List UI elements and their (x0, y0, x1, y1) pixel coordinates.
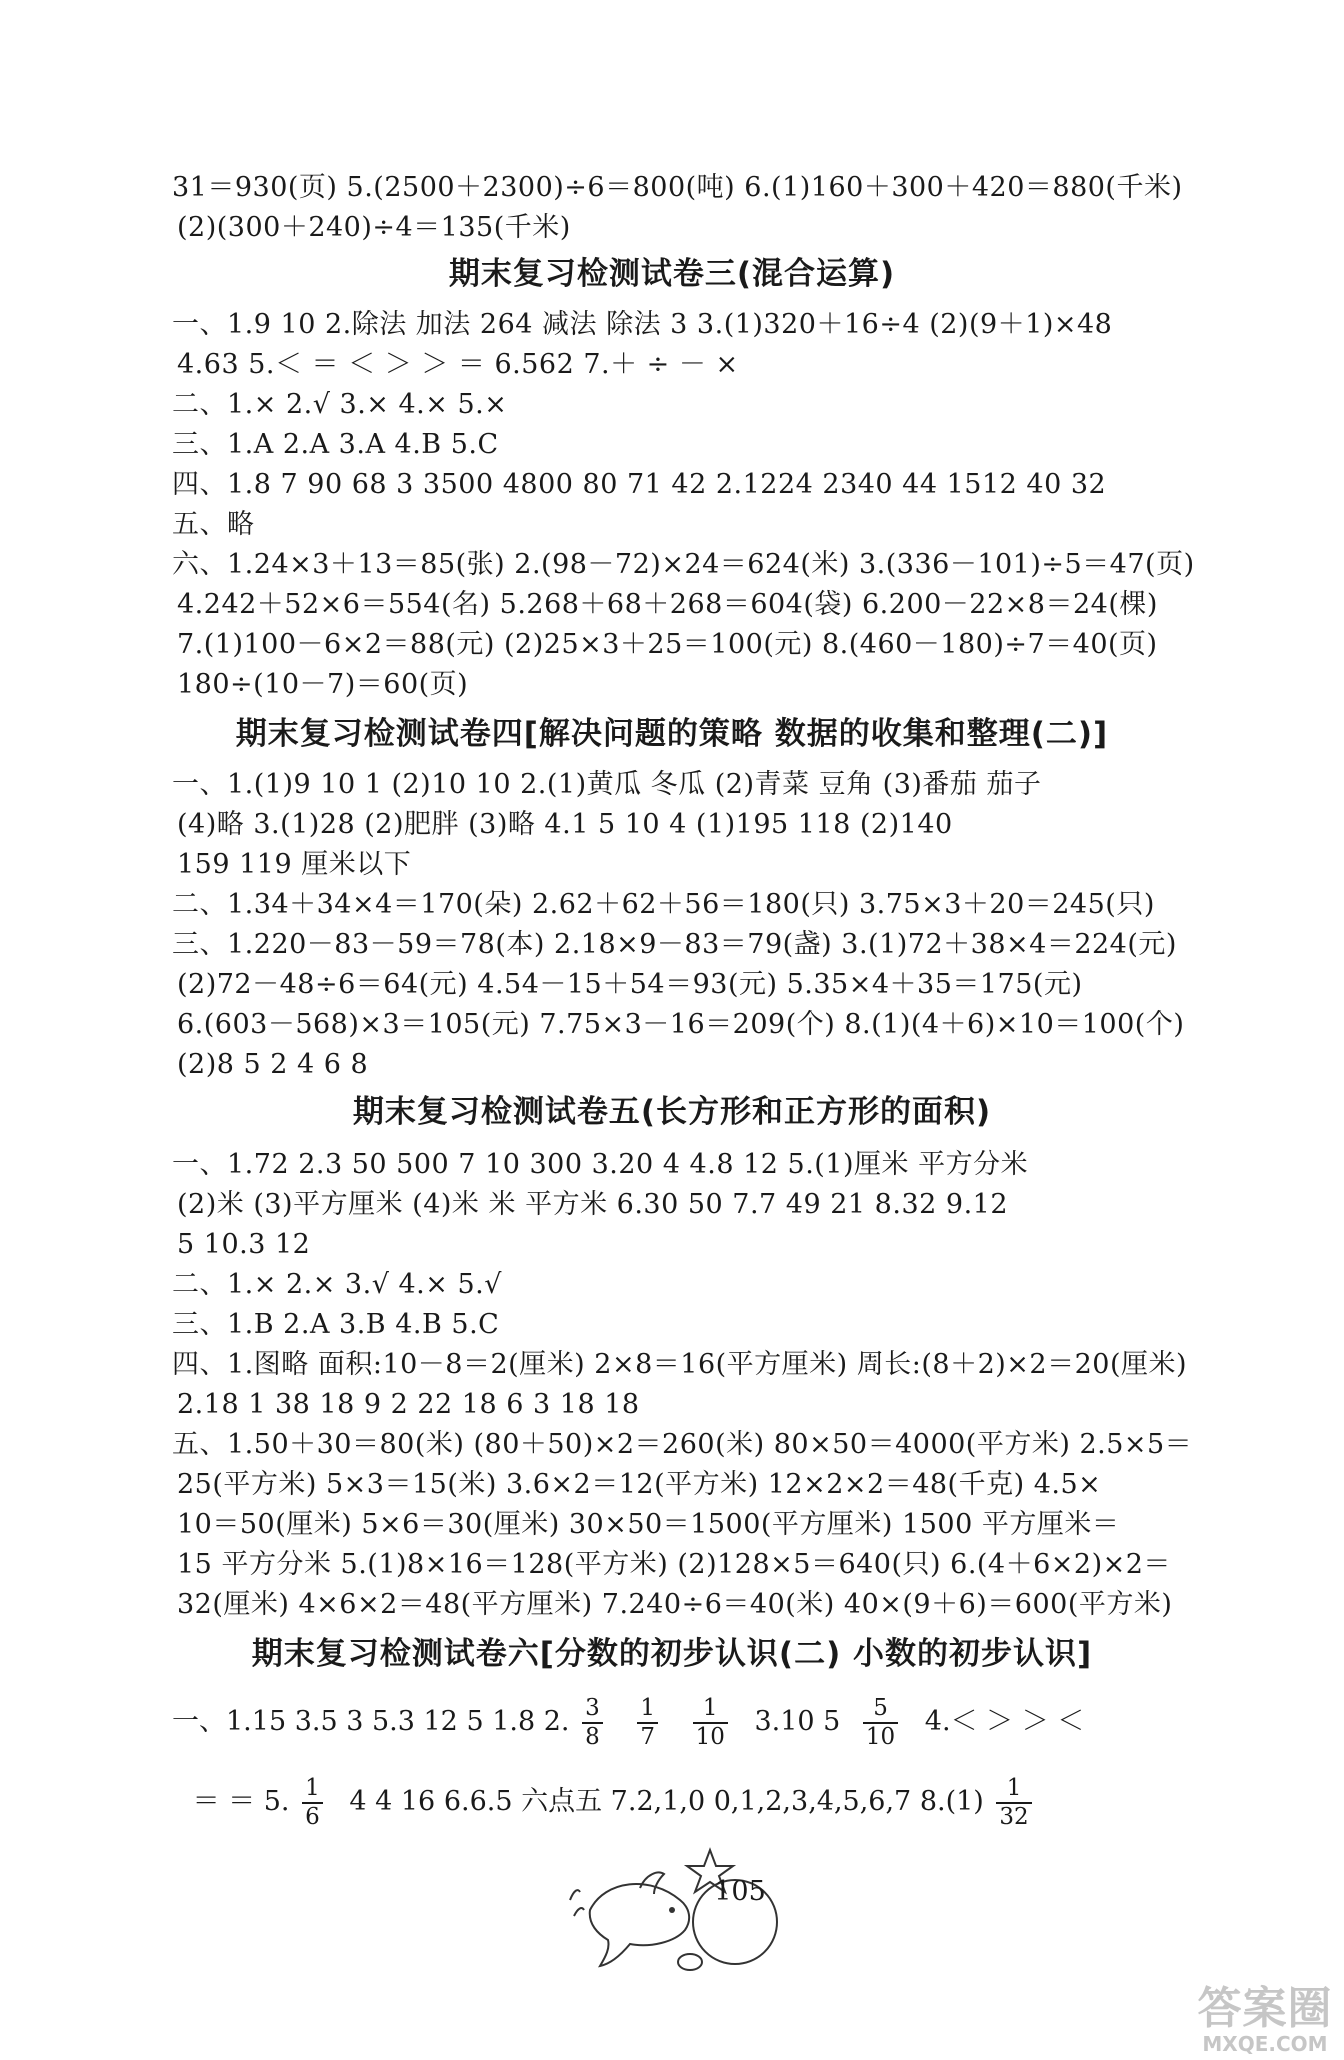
watermark-text: 答案圈 (1197, 1983, 1333, 2034)
answer-line: 三、1.B 2.A 3.B 4.B 5.C (172, 1309, 500, 1340)
answer-line: 六、1.24×3＋13＝85(张) 2.(98－72)×24＝624(米) 3.(336－101)÷5＝47(页) (172, 549, 1195, 580)
answer-line: 一、1.72 2.3 50 500 7 10 300 3.20 4 4.8 12 5.(1)厘米 平方分米 (172, 1149, 1029, 1180)
fraction-numerator: 1 (693, 1695, 728, 1724)
answer-line: 15 平方分米 5.(1)8×16＝128(平方米) (2)128×5＝640(只) 6.(4＋6×2)×2＝ (177, 1549, 1171, 1580)
fraction (863, 1695, 898, 1751)
answer-line: 二、1.× 2.√ 3.× 4.× 5.× (172, 389, 508, 420)
answer-line: 三、1.A 2.A 3.A 4.B 5.C (172, 429, 499, 460)
answer-line: 180÷(10－7)＝60(页) (177, 669, 469, 700)
answer-line: 10＝50(厘米) 5×6＝30(厘米) 30×50＝1500(平方厘米) 1500 平方厘米＝ (177, 1509, 1120, 1540)
answer-line: 32(厘米) 4×6×2＝48(平方厘米) 7.240÷6＝40(米) 40×(9＋6)＝600(平方米) (177, 1589, 1173, 1620)
answer-line: 2.18 1 38 18 9 2 22 18 6 3 18 18 (177, 1389, 640, 1420)
answer-text: 3.10 5 (754, 1706, 841, 1737)
answer-line: 25(平方米) 5×3＝15(米) 3.6×2＝12(平方米) 12×2×2＝48(千克) 4.5× (177, 1469, 1102, 1500)
answer-line: 一、1.(1)9 10 1 (2)10 10 2.(1)黄瓜 冬瓜 (2)青菜 豆角 (3)番茄 茄子 (172, 769, 1042, 800)
section-title: 期末复习检测试卷三(混合运算) (448, 256, 896, 292)
answer-line: 31＝930(页) 5.(2500＋2300)÷6＝800(吨) 6.(1)160＋300＋420＝880(千米) (172, 172, 1183, 203)
fraction-denominator: 8 (585, 1723, 600, 1750)
answer-line: (2)8 5 2 4 6 8 (177, 1049, 369, 1080)
answer-line: (2)米 (3)平方厘米 (4)米 米 平方米 6.30 50 7.7 49 21 8.32 9.12 (177, 1189, 1009, 1220)
fraction (996, 1775, 1031, 1831)
fraction-denominator: 10 (695, 1723, 725, 1750)
fraction (582, 1695, 603, 1751)
watermark-url: MXQE.COM (1202, 2032, 1328, 2056)
answer-line: 三、1.220－83－59＝78(本) 2.18×9－83＝79(盏) 3.(1)72＋38×4＝224(元) (172, 929, 1177, 960)
page-number: 105 (714, 1876, 766, 1907)
fraction (637, 1695, 658, 1751)
fraction (302, 1775, 323, 1831)
answer-text: 一、1.15 3.5 3 5.3 12 5 1.8 2. (172, 1706, 570, 1737)
fraction-numerator: 3 (582, 1695, 603, 1724)
answer-line: 6.(603－568)×3＝105(元) 7.75×3－16＝209(个) 8.(1)(4＋6)×10＝100(个) (177, 1009, 1185, 1040)
answer-line: 4.63 5.＜ ＝ ＜ ＞ ＞ ＝ 6.562 7.＋ ÷ － × (177, 349, 739, 380)
fraction (693, 1695, 728, 1751)
answer-line: 7.(1)100－6×2＝88(元) (2)25×3＋25＝100(元) 8.(460－180)÷7＝40(页) (177, 629, 1158, 660)
answer-line: (2)72－48÷6＝64(元) 4.54－15＋54＝93(元) 5.35×4＋35＝175(元) (177, 969, 1083, 1000)
answer-text: 4 4 16 6.6.5 六点五 7.2,1,0 0,1,2,3,4,5,6,7 8.(1) (349, 1786, 984, 1817)
answer-line: 四、1.8 7 90 68 3 3500 4800 80 71 42 2.1224 2340 44 1512 40 32 (172, 469, 1107, 500)
section-title: 期末复习检测试卷六[分数的初步认识(二) 小数的初步认识] (251, 1636, 1093, 1672)
answer-line: (4)略 3.(1)28 (2)肥胖 (3)略 4.1 5 10 4 (1)195 118 (2)140 (177, 809, 953, 840)
fraction-denominator: 10 (865, 1723, 896, 1750)
answer-line: 四、1.图略 面积:10－8＝2(厘米) 2×8＝16(平方厘米) 周长:(8＋2)×2＝20(厘米) (172, 1349, 1188, 1380)
fraction-denominator: 7 (640, 1723, 655, 1750)
answer-line: 二、1.34＋34×4＝170(朵) 2.62＋62＋56＝180(只) 3.75×3＋20＝245(只) (172, 889, 1155, 920)
fraction-denominator: 6 (305, 1803, 320, 1830)
answer-line: 五、1.50＋30＝80(米) (80＋50)×2＝260(米) 80×50＝4000(平方米) 2.5×5＝ (172, 1429, 1193, 1460)
answer-line-fractions (172, 1692, 1284, 1752)
answer-line: 4.242＋52×6＝554(名) 5.268＋68＋268＝604(袋) 6.200－22×8＝24(棵) (177, 589, 1158, 620)
fraction-numerator: 1 (302, 1775, 323, 1804)
answer-line: 一、1.9 10 2.除法 加法 264 减法 除法 3 3.(1)320＋16÷4 (2)(9＋1)×48 (172, 309, 1113, 340)
answer-line: 二、1.× 2.× 3.√ 4.× 5.√ (172, 1269, 502, 1300)
section-title: 期末复习检测试卷五(长方形和正方形的面积) (352, 1094, 992, 1130)
answer-text: ＝ ＝ 5. (192, 1786, 290, 1817)
answer-line: 159 119 厘米以下 (177, 849, 412, 880)
fraction-denominator: 32 (999, 1803, 1029, 1830)
fraction-numerator: 1 (996, 1775, 1031, 1804)
answer-line: (2)(300＋240)÷4＝135(千米) (177, 212, 571, 243)
answer-line: 五、略 (172, 509, 255, 540)
watermark-logo (1195, 1985, 1335, 2055)
answer-line: 5 10.3 12 (177, 1229, 311, 1260)
fraction-numerator: 1 (637, 1695, 658, 1724)
fraction-numerator: 5 (863, 1695, 898, 1724)
answer-line-fractions (172, 1772, 1284, 1832)
section-title: 期末复习检测试卷四[解决问题的策略 数据的收集和整理(二)] (235, 716, 1109, 752)
answer-text: 4.＜ ＞ ＞ ＜ (924, 1706, 1085, 1737)
